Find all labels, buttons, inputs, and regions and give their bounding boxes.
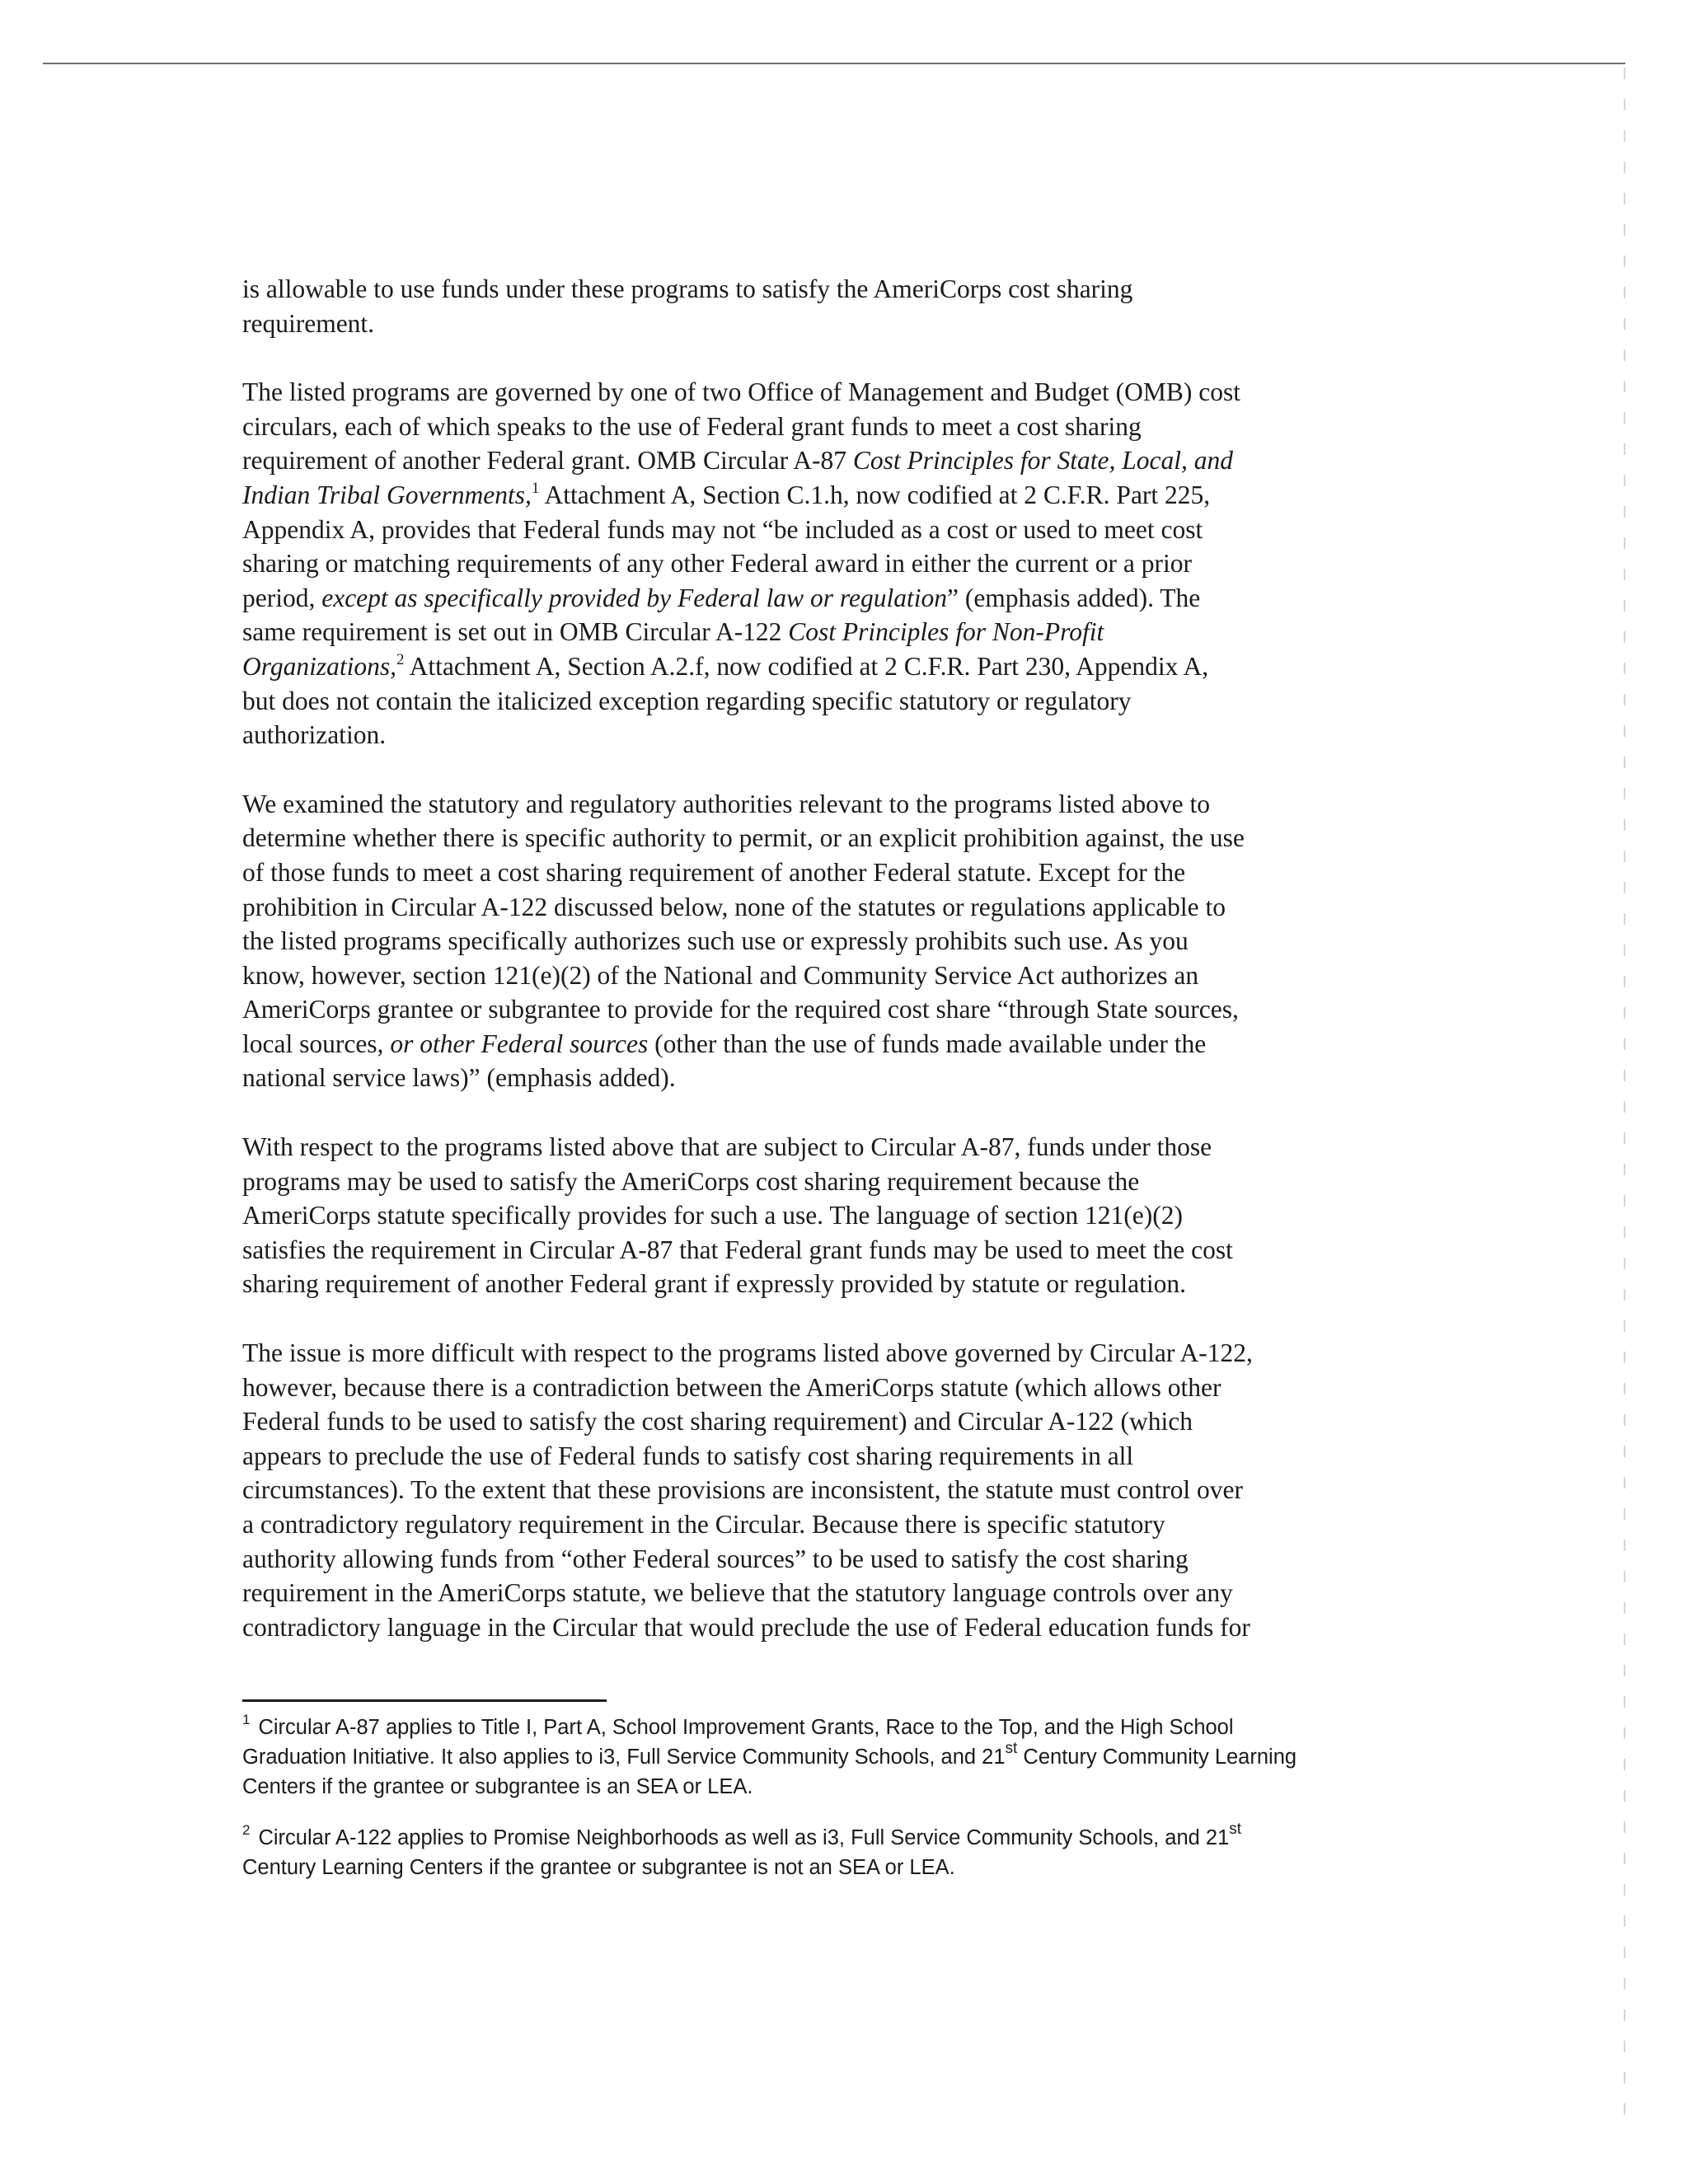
- italic-emphasis: except as specifically provided by Federal law or regulation: [321, 583, 947, 612]
- text-line: The issue is more difficult with respect to the programs listed above governed by Circular A-122,: [242, 1338, 1253, 1368]
- paragraph-1: [242, 272, 1413, 340]
- text-line: requirement of another Federal grant. OMB Circular A-87 Cost Principles for State, Local, and: [242, 446, 1234, 476]
- text-line: requirement.: [242, 308, 375, 338]
- text-line: sharing or matching requirements of any other Federal award in either the current or a prior: [242, 549, 1192, 579]
- text-line: know, however, section 121(e)(2) of the National and Community Service Act authorizes an: [242, 960, 1199, 990]
- scan-top-border: [43, 63, 1625, 64]
- footnote-number: 2: [242, 1822, 251, 1838]
- scan-right-edge: [1624, 68, 1625, 2128]
- text-line: however, because there is a contradiction between the AmeriCorps statute (which allows other: [242, 1372, 1221, 1402]
- text-line: Appendix A, provides that Federal funds may not “be included as a cost or used to meet cost: [242, 514, 1203, 544]
- text-line: the listed programs specifically authorizes such use or expressly prohibits such use. As you: [242, 926, 1189, 956]
- text-line: but does not contain the italicized exception regarding specific statutory or regulatory: [242, 686, 1132, 715]
- text-line: sharing requirement of another Federal grant if expressly provided by statute or regulation.: [242, 1269, 1187, 1299]
- text-line: circumstances). To the extent that these provisions are inconsistent, the statute must control over: [242, 1475, 1244, 1505]
- text-line: Centers if the grantee or subgrantee is an SEA or LEA.: [242, 1775, 753, 1798]
- text-line: Graduation Initiative. It also applies to i3, Full Service Community Schools, and 21st Century Community Learning: [242, 1740, 1297, 1769]
- text-line: requirement in the AmeriCorps statute, we believe that the statutory language controls over any: [242, 1578, 1233, 1608]
- italic-emphasis: or other Federal sources: [390, 1029, 649, 1058]
- italic-title: Cost Principles for State, Local, and: [852, 446, 1234, 476]
- text-line: authorization.: [242, 720, 387, 750]
- text-line: With respect to the programs listed above that are subject to Circular A-87, funds under those: [242, 1132, 1212, 1162]
- footnote-separator: [242, 1699, 607, 1702]
- text-line: $^2$ Circular A-122 applies to Promise Neighborhoods as well as i3, Full Service Community Schools, and 21st: [242, 1821, 1242, 1849]
- superscript: st: [1229, 1821, 1242, 1838]
- text-line: The listed programs are governed by one of two Office of Management and Budget (OMB) cost: [242, 377, 1240, 407]
- superscript: st: [1005, 1740, 1018, 1757]
- text-line: national service laws)” (emphasis added).: [242, 1063, 676, 1093]
- text-line: Federal funds to be used to satisfy the cost sharing requirement) and Circular A-122 (which: [242, 1407, 1193, 1436]
- text-line: same requirement is set out in OMB Circular A-122 Cost Principles for Non-Profit: [242, 617, 1104, 647]
- text-line: AmeriCorps statute specifically provides for such a use. The language of section 121(e)(2): [242, 1201, 1183, 1230]
- text-line: Organizations,$^2$ Attachment A, Section A.2.f, now codified at 2 C.F.R. Part 230, Appendix A,: [242, 650, 1209, 681]
- text-line: a contradictory regulatory requirement in the Circular. Because there is specific statutory: [242, 1510, 1165, 1539]
- italic-title: Cost Principles for Non-Profit: [788, 617, 1104, 647]
- text-line: local sources, or other Federal sources (other than the use of funds made available under the: [242, 1029, 1207, 1058]
- paragraph-4: [242, 1130, 1413, 1301]
- footnote-1: [242, 1713, 1413, 1802]
- text-line: satisfies the requirement in Circular A-87 that Federal grant funds may be used to meet the cost: [242, 1235, 1233, 1264]
- italic-title: Organizations,: [242, 651, 396, 681]
- text-line: circulars, each of which speaks to the use of Federal grant funds to meet a cost sharing: [242, 411, 1142, 441]
- text-line: programs may be used to satisfy the AmeriCorps cost sharing requirement because the: [242, 1166, 1140, 1196]
- text-line: Indian Tribal Governments,$^1$ Attachment A, Section C.1.h, now codified at 2 C.F.R. Part 225,: [242, 479, 1211, 509]
- footnote-ref-2: 2: [396, 650, 405, 668]
- footnote-2: [242, 1823, 1413, 1882]
- paragraph-3: [242, 787, 1413, 1095]
- text-line: appears to preclude the use of Federal funds to satisfy cost sharing requirements in all: [242, 1441, 1134, 1470]
- text-line: authority allowing funds from “other Federal sources” to be used to satisfy the cost sharing: [242, 1544, 1189, 1573]
- text-line: determine whether there is specific authority to permit, or an explicit prohibition against, the use: [242, 823, 1245, 853]
- footnotes: [242, 1713, 1413, 1904]
- paragraph-2: [242, 375, 1413, 752]
- text-line: We examined the statutory and regulatory authorities relevant to the programs listed above to: [242, 789, 1210, 818]
- text-line: period, except as specifically provided by Federal law or regulation” (emphasis added). The: [242, 583, 1201, 612]
- text-line: Century Learning Centers if the grantee or subgrantee is not an SEA or LEA.: [242, 1856, 955, 1879]
- italic-title: Indian Tribal Governments,: [242, 480, 532, 509]
- text-line: $^1$ Circular A-87 applies to Title I, Part A, School Improvement Grants, Race to the Top, and the High School: [242, 1712, 1234, 1739]
- letter-body: [242, 272, 1413, 1679]
- text-line: prohibition in Circular A-122 discussed below, none of the statutes or regulations applicable to: [242, 892, 1226, 921]
- text-line: AmeriCorps grantee or subgrantee to provide for the required cost share “through State sources,: [242, 995, 1239, 1024]
- text-line: contradictory language in the Circular that would preclude the use of Federal education funds for: [242, 1612, 1250, 1642]
- text-line: is allowable to use funds under these programs to satisfy the AmeriCorps cost sharing: [242, 274, 1133, 303]
- paragraph-5: [242, 1336, 1413, 1644]
- text-line: of those funds to meet a cost sharing requirement of another Federal statute. Except for the: [242, 857, 1186, 887]
- footnote-ref-1: 1: [531, 479, 540, 497]
- footnote-number: 1: [242, 1712, 251, 1727]
